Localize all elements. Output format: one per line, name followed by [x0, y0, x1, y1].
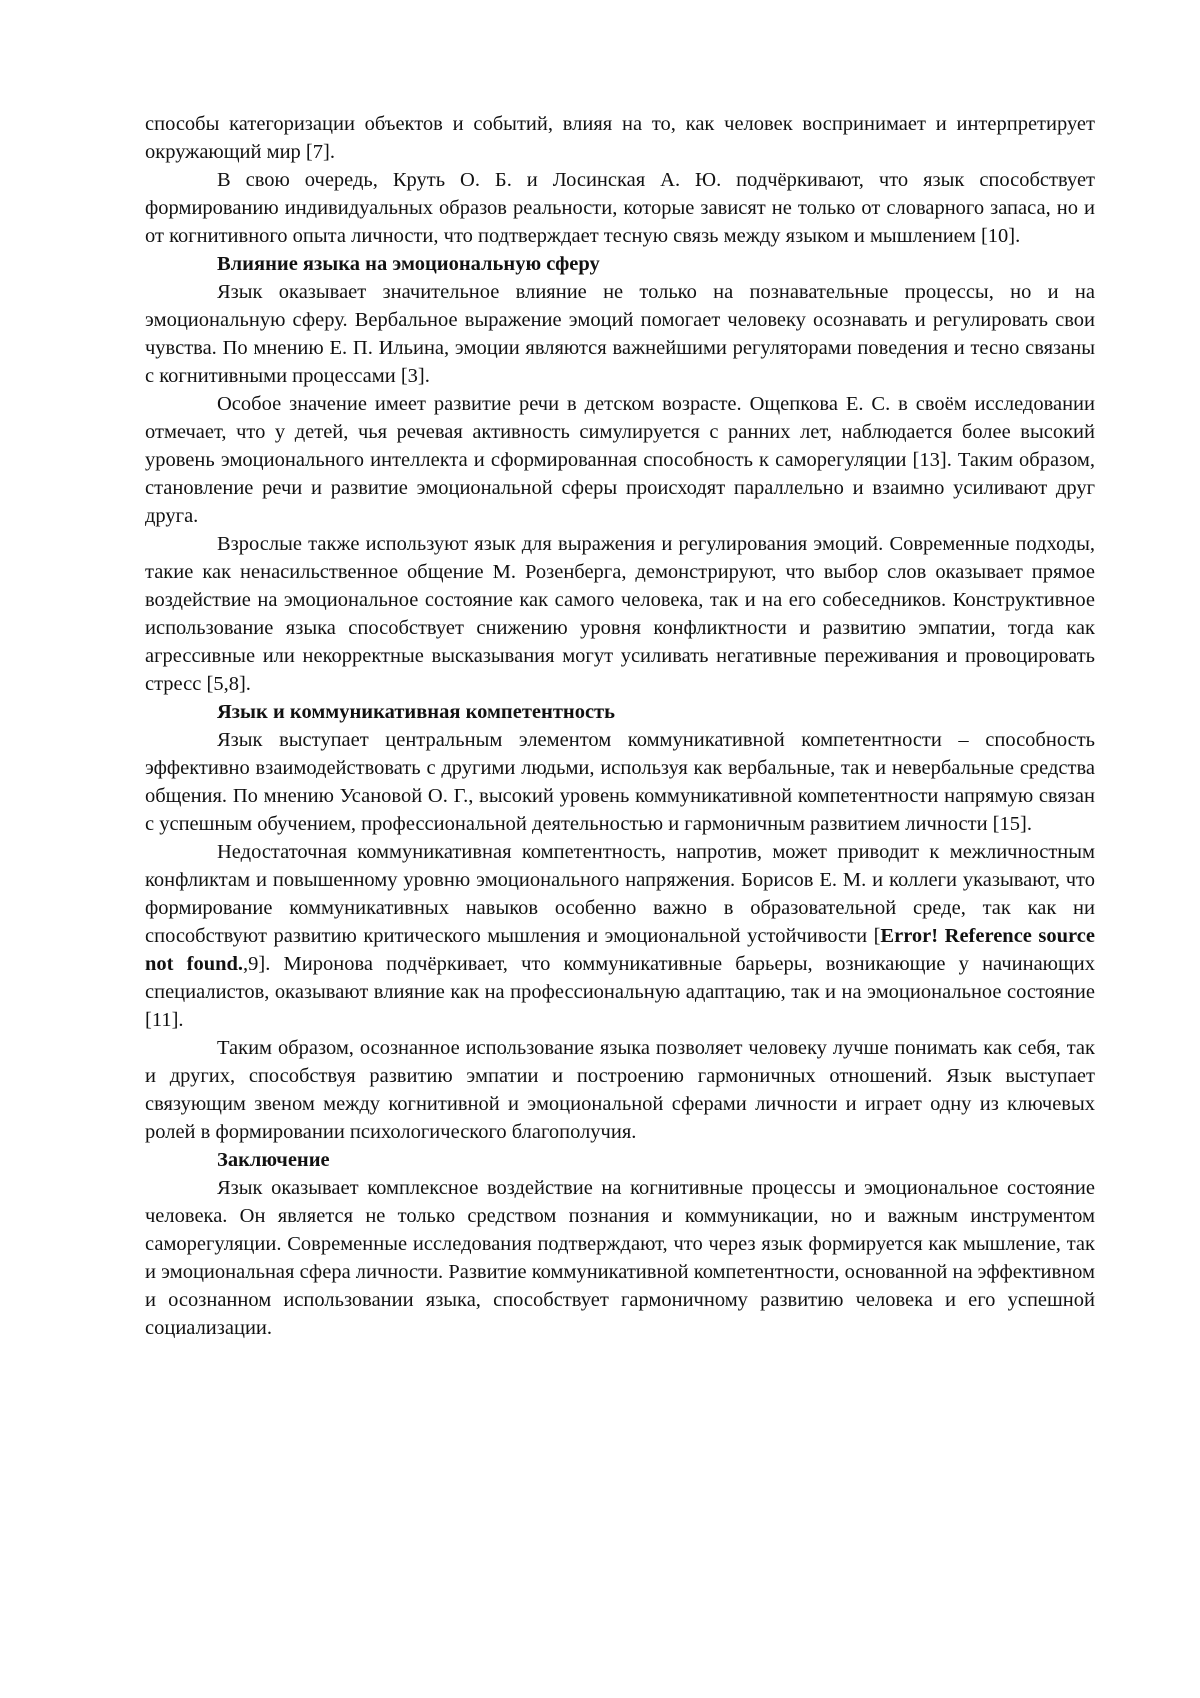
section-heading-communicative-competence: Язык и коммуникативная компетентность: [217, 701, 615, 723]
paragraph-insufficient-competence: [145, 838, 1095, 1034]
document-page: [145, 110, 1095, 1342]
paragraph-child-speech: Особое значение имеет развитие речи в детском возрасте. Ощепкова Е. С. в своём исследовании отмечает, что у детей, чья речевая активность симулируется с ранних лет, наблюдается более высокий уровень эмоционального интеллекта и сформированная способность к саморегуляции [13]. Таким образом, становление речи и развитие эмоциональной сферы происходят параллельно и взаимно усиливают друг друга.: [145, 393, 1095, 527]
paragraph-communicative-competence: Язык выступает центральным элементом коммуникативной компетентности – способность эффективно взаимодействовать с другими людьми, используя как вербальные, так и невербальные средства общения. По мнению Усановой О. Г., высокий уровень коммуникативной компетентности напрямую связан с успешным обучением, профессиональной деятельностью и гармоничным развитием личности [15].: [145, 729, 1095, 835]
section-heading-emotional-sphere: Влияние языка на эмоциональную сферу: [217, 253, 600, 275]
paragraph-krut-losinskaya: В свою очередь, Круть О. Б. и Лосинская А. Ю. подчёркивают, что язык способствует формированию индивидуальных образов реальности, которые зависят не только от словарного запаса, но и от когнитивного опыта личности, что подтверждает тесную связь между языком и мышлением [10].: [145, 169, 1095, 247]
paragraph-conscious-language-use: Таким образом, осознанное использование языка позволяет человеку лучше понимать как себя, так и других, способствуя развитию эмпатии и построению гармоничных отношений. Язык выступает связующим звеном между когнитивной и эмоциональной сферами личности и играет одну из ключевых ролей в формировании психологического благополучия.: [145, 1037, 1095, 1143]
section-heading-conclusion: Заключение: [217, 1149, 330, 1171]
paragraph-text-end: ,9]. Миронова подчёркивает, что коммуникативные барьеры, возникающие у начинающих специалистов, оказывают влияние как на профессиональную адаптацию, так и на эмоциональное состояние [11].: [145, 953, 1095, 1031]
reference-error-text: Error! Reference source not found.: [145, 925, 1095, 975]
paragraph-conclusion: Язык оказывает комплексное воздействие на когнитивные процессы и эмоциональное состояние человека. Он является не только средством познания и коммуникации, но и важным инструментом саморегуляции. Современные исследования подтверждают, что через язык формируется как мышление, так и эмоциональная сфера личности. Развитие коммуникативной компетентности, основанной на эффективном и осознанном использовании языка, способствует гармоничному развитию человека и его успешной социализации.: [145, 1177, 1095, 1339]
paragraph-adults-emotions: Взрослые также используют язык для выражения и регулирования эмоций. Современные подходы, такие как ненасильственное общение М. Розенберга, демонстрируют, что выбор слов оказывает прямое воздействие на эмоциональное состояние как самого человека, так и на его собеседников. Конструктивное использование языка способствует снижению уровня конфликтности и развитию эмпатии, тогда как агрессивные или некорректные высказывания могут усиливать негативные переживания и провоцировать стресс [5,8].: [145, 533, 1095, 695]
paragraph-continuation: способы категоризации объектов и событий, влияя на то, как человек воспринимает и интерпретирует окружающий мир [7].: [145, 113, 1095, 163]
paragraph-emotional-influence: Язык оказывает значительное влияние не только на познавательные процессы, но и на эмоциональную сферу. Вербальное выражение эмоций помогает человеку осознавать и регулировать свои чувства. По мнению Е. П. Ильина, эмоции являются важнейшими регуляторами поведения и тесно связаны с когнитивными процессами [3].: [145, 281, 1095, 387]
paragraph-text-start: Недостаточная коммуникативная компетентность, напротив, может приводит к межличностным конфликтам и повышенному уровню эмоционального напряжения. Борисов Е. М. и коллеги указывают, что формирование коммуникативных навыков особенно важно в образовательной среде, так как ни способствуют развитию критического мышления и эмоциональной устойчивости [: [145, 841, 1095, 947]
